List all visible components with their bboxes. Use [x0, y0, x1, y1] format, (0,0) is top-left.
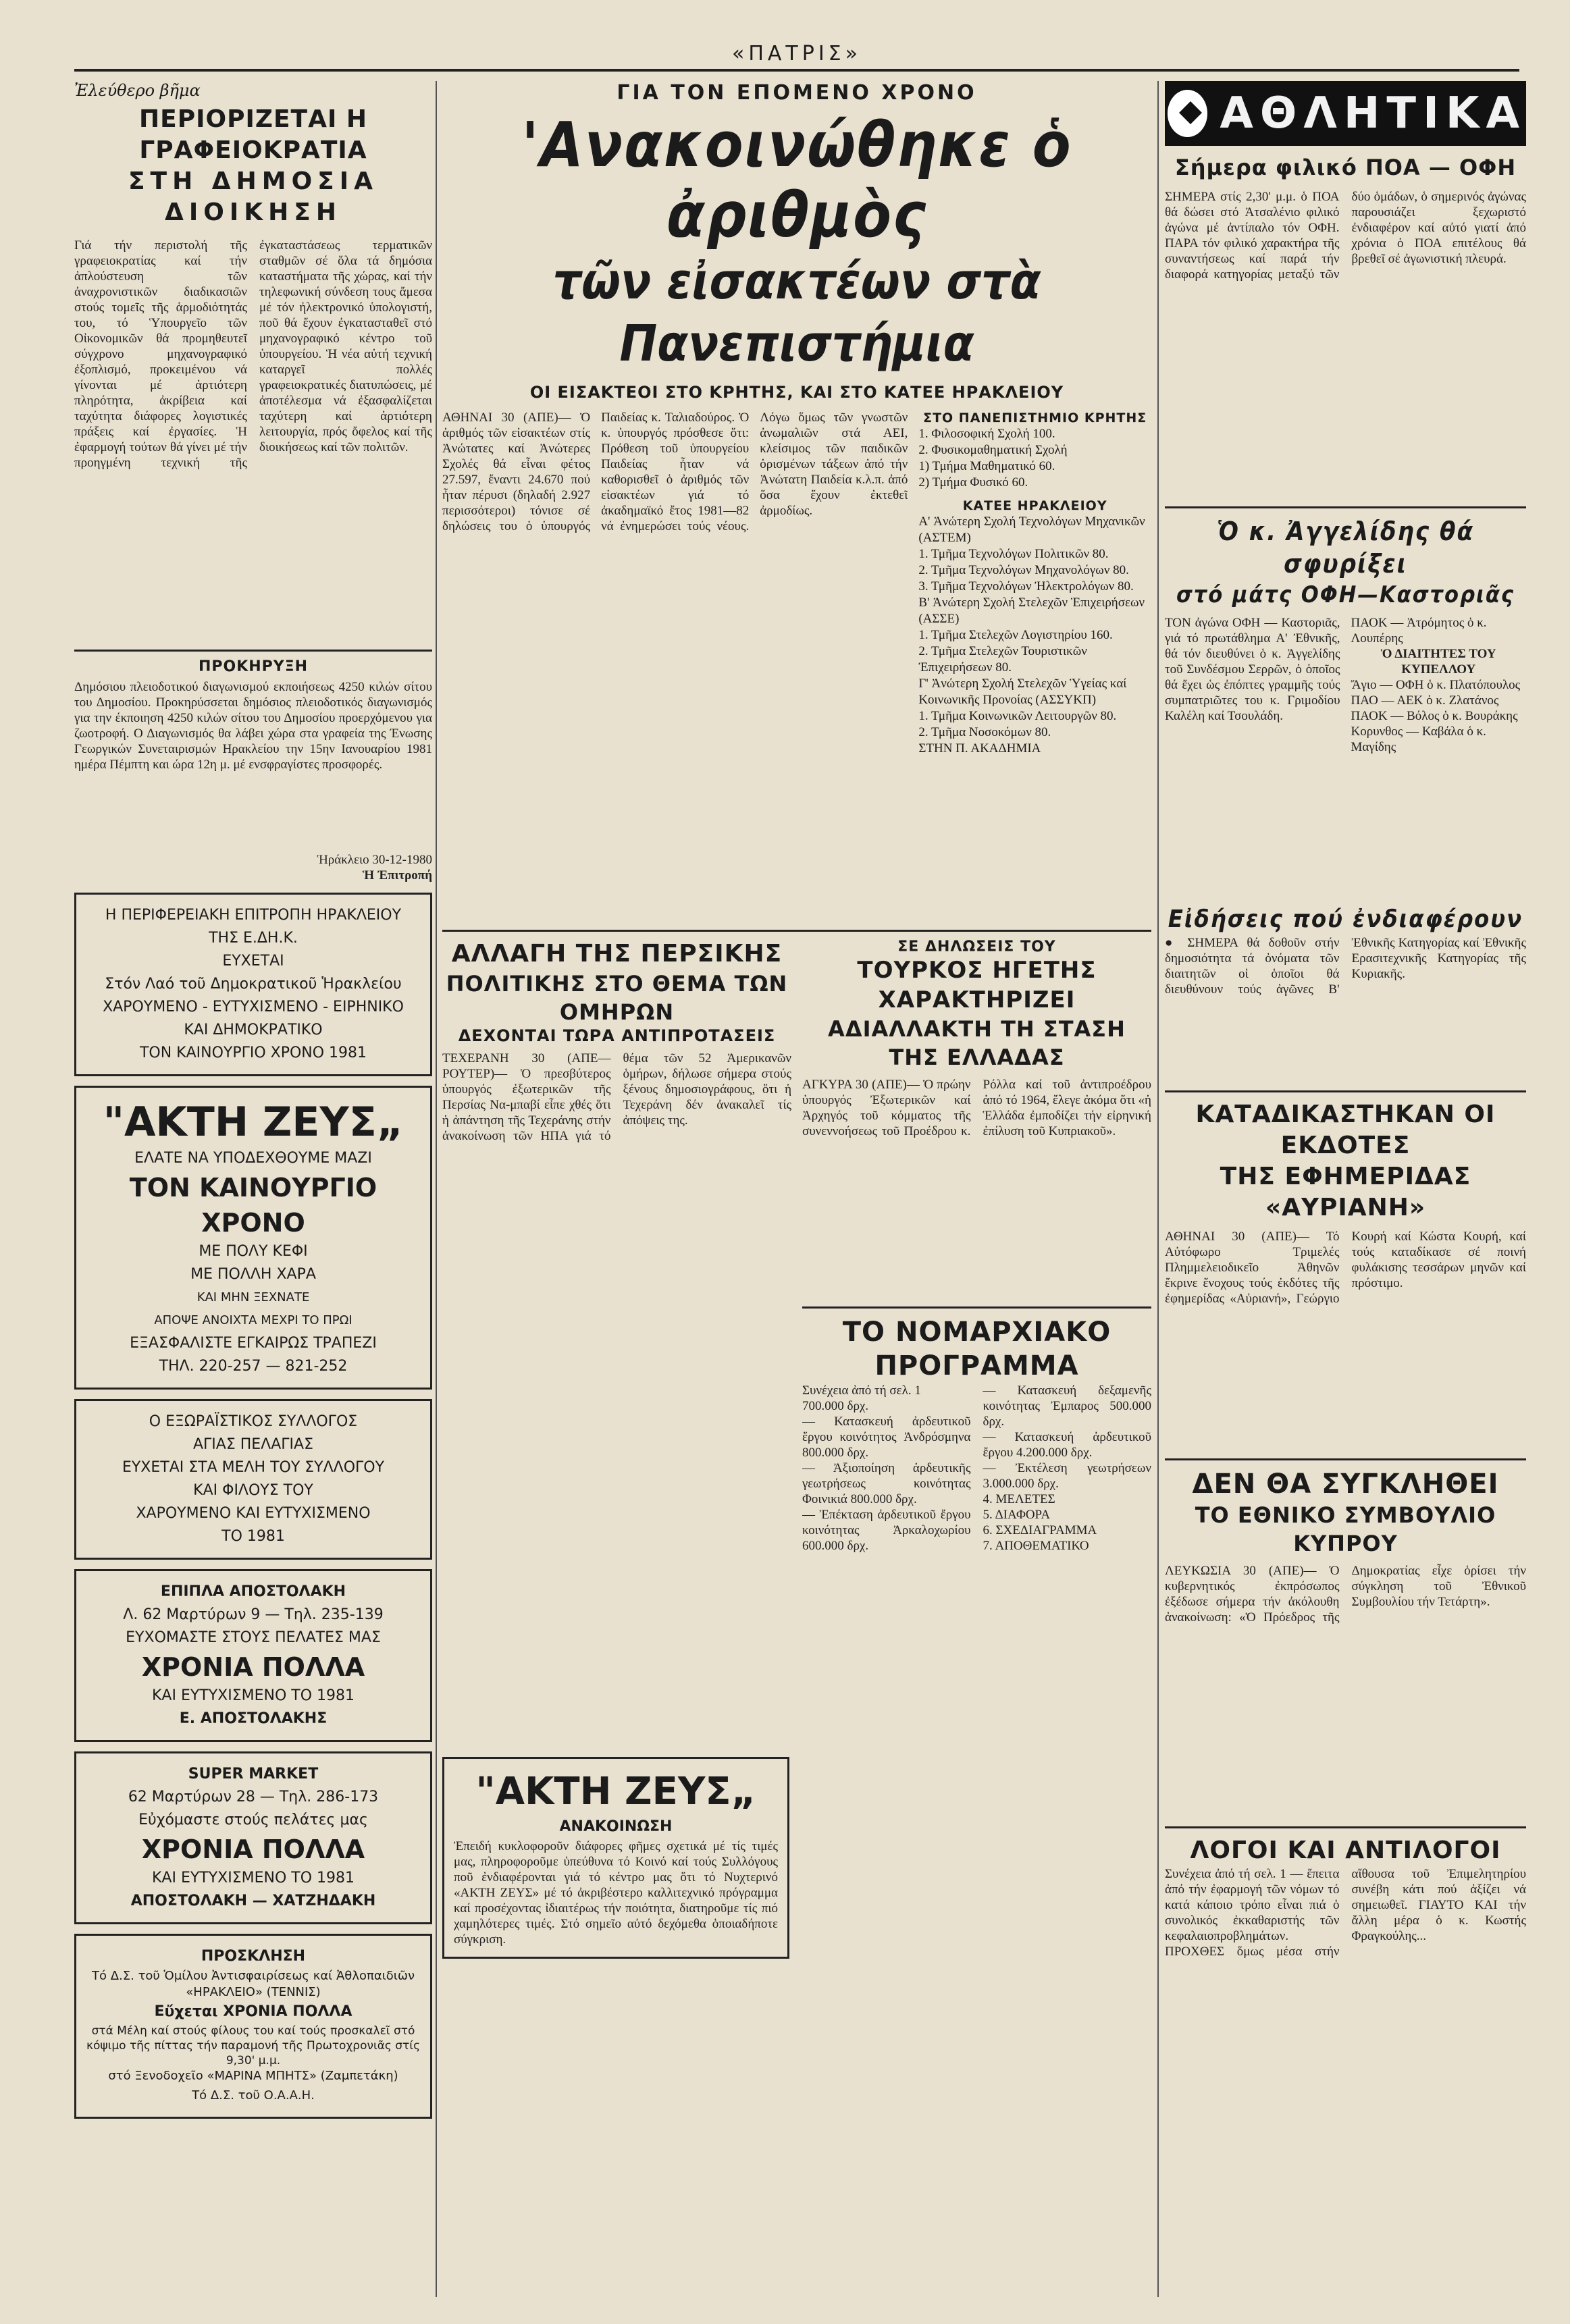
- ad-line: ΚΑΙ ΦΙΛΟΥΣ ΤΟΥ: [193, 1482, 313, 1499]
- ad-line: Τό Δ.Σ. τοῦ Ο.Α.Α.Η.: [192, 2088, 315, 2103]
- list-item: — Κατασκευή ἀρδευτικοῦ ἔργου κοινότητος Ἀνδρόσμηνα 800.000 δρχ.: [802, 1415, 971, 1460]
- list-item: 2. Τμῆμα Νοσοκόμων 80.: [918, 725, 1051, 739]
- list-item: Γ' Ἀνώτερη Σχολή Στελεχῶν Ὑγείας καί Κοινωνικῆς Προνοίας (ΑΣΣΥΚΠ): [918, 677, 1127, 707]
- news-body: ● ΣΗΜΕΡΑ θά δοθοῦν στήν δημοσιότητα τά ὀνόματα τῶν διαιτητῶν οἱ ὁποῖοι θά διευθύνουν τούς ἀγῶνες Β' Ἐθνικῆς Κατηγορίας καί Ἐθνικῆς Ερασιτεχνικῆς Κατηγορίας τῆς Κυριακῆς.: [1165, 936, 1526, 997]
- ad-line: ΚΑΙ ΕΥΤΥΧΙΣΜΕΝΟ ΤΟ 1981: [151, 1687, 355, 1704]
- headline: ΑΔΙΑΛΛΑΚΤΗ ΤΗ ΣΤΑΣΗ ΤΗΣ ΕΛΛΑΔΑΣ: [828, 1016, 1126, 1070]
- headline: ΛΟΓΟΙ ΚΑΙ ΑΝΤΙΛΟΓΟΙ: [1190, 1837, 1501, 1864]
- ad-line: Ε. ΑΠΟΣΤΟΛΑΚΗΣ: [179, 1710, 328, 1727]
- divider: [1165, 1458, 1526, 1460]
- persia-story: [442, 939, 791, 1747]
- ad-line: ΕΛΑΤΕ ΝΑ ΥΠΟΔΕΧΘΟΥΜΕ ΜΑΖΙ: [134, 1150, 372, 1167]
- ad-line: ΕΥΧΕΤΑΙ ΣΤΑ ΜΕΛΗ ΤΟΥ ΣΥΛΛΟΓΟΥ: [122, 1459, 385, 1476]
- headline: ΔΕΧΟΝΤΑΙ ΤΩΡΑ ΑΝΤΙΠΡΟΤΑΣΕΙΣ: [458, 1026, 776, 1045]
- ad-line: Ο ΕΞΩΡΑΪΣΤΙΚΟΣ ΣΥΛΛΟΓΟΣ: [149, 1413, 358, 1430]
- left-column: [74, 81, 432, 2297]
- ad-line: ΜΕ ΠΟΛΛΗ ΧΑΡΑ: [190, 1266, 316, 1283]
- list-item: 1. Τμῆμα Τεχνολόγων Πολιτικῶν 80.: [918, 547, 1109, 561]
- ad-line: ΑΝΑΚΟΙΝΩΣΗ: [559, 1818, 673, 1835]
- ad-line: ΤΟΝ ΚΑΙΝΟΥΡΓΙΟ ΧΡΟΝΟ: [129, 1173, 377, 1238]
- ad-title: "ΑΚΤΗ ΖΕΥΣ„: [103, 1099, 404, 1146]
- list-item: 2. Τμῆμα Τεχνολόγων Μηχανολόγων 80.: [918, 563, 1129, 577]
- divider: [802, 1306, 1151, 1309]
- cyprus-body: ΛΕΥΚΩΣΙΑ 30 (ΑΠΕ)— Ὁ κυβερνητικός ἐκπρόσωπος ἐξέδωσε σήμερα τήν ἀκόλουθη ἀνακοίνωση: «Ὁ Πρόεδρος τῆς Δημοκρατίας εἶχε ὁρίσει τήν σύγκληση τοῦ Ἐθνικοῦ Συμβουλίου τήν Τετάρτη».: [1165, 1564, 1526, 1625]
- list-item: Κορυνθος — Καβάλα ὁ κ. Μαγίδης: [1351, 724, 1486, 754]
- list-item: Β' Ἀνώτερη Σχολή Στελεχῶν Ἐπιχειρήσεων (ΑΣΣΕ): [918, 596, 1145, 626]
- ad-line: ΚΑΙ ΜΗΝ ΞΕΧΝΑΤΕ: [197, 1290, 310, 1304]
- list-item: 2. Φυσικομαθηματική Σχολή: [918, 443, 1068, 457]
- divider: [1165, 506, 1526, 508]
- list-item: 1. Τμῆμα Κοινωνικῶν Λειτουργῶν 80.: [918, 709, 1117, 723]
- list-item: 3. Τμῆμα Τεχνολόγων Ἠλεκτρολόγων 80.: [918, 579, 1134, 593]
- ad-line: ΧΑΡΟΥΜΕΝΟ - ΕΥΤΥΧΙΣΜΕΝΟ - ΕΙΡΗΝΙΚΟ: [103, 999, 404, 1015]
- list-item: Ἄγιο — ΟΦΗ ὁ κ. Πλατόπουλος: [1351, 678, 1521, 692]
- headline: ΠΕΡΙΟΡΙΖΕΤΑΙ Η ΓΡΑΦΕΙΟΚΡΑΤΙΑ: [138, 105, 368, 164]
- ad-akti-zeus-notice: [442, 1757, 789, 1959]
- ad-line: ΧΡΟΝΙΑ ΠΟΛΛΑ: [141, 1652, 365, 1682]
- announce-date: Ἡράκλειο 30-12-1980: [317, 853, 432, 867]
- lead-block: [442, 410, 1151, 923]
- headline: Ὁ κ. Ἀγγελίδης θά σφυρίξει: [1217, 517, 1474, 579]
- ad-line: ΤΟΝ ΚΑΙΝΟΥΡΓΙΟ ΧΡΟΝΟ 1981: [139, 1045, 367, 1061]
- ad-line: ΠΡΟΣΚΛΗΣΗ: [201, 1948, 306, 1965]
- ad-line: ΕΥΧΕΤΑΙ: [222, 953, 284, 970]
- ad-edik: [74, 893, 432, 1076]
- announce-body: Δημόσιου πλειοδοτικού διαγωνισμού εκποιήσεως 4250 κιλών σίτου του Δημοσίου. Προκηρύσσεται δημόσιος πλειοδοτικός διαγωνισμός για την έκποιηση 4250 κιλών σίτου του Δημοσίου προερχόμενου για ζωοτροφή. Ο Διαγωνισμός θα λάβει χώρα στα γραφεία της Ένωσης Γεωργικών Συνεταιρισμών Ηρακλείου την 15ην Ιανουαρίου 1981 ημέρα Πέμπτη και ώρα 12η μ. μέ ενσφραγίστες προσφορές.: [74, 680, 432, 772]
- ad-line: ΧΡΟΝΙΑ ΠΟΛΛΑ: [141, 1834, 365, 1864]
- column-rule: [436, 81, 437, 2297]
- list-item: ΠΑΟ — ΑΕΚ ὁ κ. Ζλατάνος: [1351, 693, 1499, 708]
- ad-body: Ἐπειδή κυκλοφοροῦν διάφορες φῆμες σχετικά μέ τίς τιμές μας, πληροφοροῦμε ὑπεύθυνα τό Κοινό καί τούς Συλλόγους ποῦ ἐνδιαφέρονται γιά τό κέντρο μας ὅτι τό Νυχτερινό «ΑΚΤΗ ΖΕΥΣ» μέ τό ἀκριβέστερο καλλιτεχνικό πρόγραμμα καί προσέχοντας ἰδιαιτέρως τήν ποιότητα, διατηροῦμε τίς πιό χαμηλότερες τιμές. Στό σημεῖο αὐτό δεχόμεθα ὁποιαδήποτε σύγκριση.: [454, 1839, 778, 1947]
- nomarch-list: [802, 1383, 1151, 1747]
- persia-body: ΤΕΧΕΡΑΝΗ 30 (ΑΠΕ—ΡΟΥΤΕΡ)— Ὁ πρεσβύτερος ὑπουργός ἐξωτερικῶν τῆς Περσίας Να-μπαβί εἶπε χθές ὅτι ἡ ἀπάντηση τῆς Τεχεράνης στήν ἀνακοίνωση τῶν ΗΠΑ γιά τό θέμα τῶν 52 Ἀμερικανῶν ὁμήρων, δήλωσε σήμερα στούς ξένους δημοσιογράφους, ὅτι ἡ Τεχεράνη δέν ἀνακαλεῖ τίς ἀπόψεις της.: [442, 1051, 791, 1143]
- divider: [1165, 1826, 1526, 1828]
- list-item: 700.000 δρχ.: [802, 1399, 869, 1413]
- second-row: [442, 939, 1151, 1747]
- referee-block: [1165, 615, 1526, 899]
- ad-line: Στόν Λαό τοῦ Δημοκρατικοῦ Ἡρακλείου: [105, 976, 402, 993]
- announce-signature: Ἡ Ἐπιτροπή: [362, 868, 432, 882]
- ad-title: "ΑΚΤΗ ΖΕΥΣ„: [475, 1770, 756, 1814]
- list-item: — Ἐπέκταση ἀρδευτικοῦ ἔργου κοινότητας Ἀρκαλοχωρίου 600.000 δρχ.: [802, 1508, 971, 1553]
- kicker: ΣΕ ΔΗΛΩΣΕΙΣ ΤΟΥ: [897, 939, 1056, 955]
- sports-title: ΑΘΛΗΤΙΚΑ: [1220, 88, 1526, 138]
- list-item: Συνέχεια ἀπό τή σελ. 1: [802, 1383, 921, 1398]
- divider: [74, 650, 432, 652]
- headline: ΣΤΗ ΔΗΜΟΣΙΑ ΔΙΟΙΚΗΣΗ: [128, 167, 379, 226]
- list-item: 5. ΔΙΑΦΟΡΑ: [983, 1508, 1051, 1522]
- divider: [1165, 1090, 1526, 1092]
- list-item: 1. Τμῆμα Στελεχῶν Λογιστηρίου 160.: [918, 628, 1113, 642]
- ad-line: ΤΟ 1981: [221, 1528, 285, 1545]
- admissions-list: [918, 410, 1151, 923]
- list-item: — Ἐκτέλεση γεωτρήσεων 3.000.000 δρχ.: [983, 1461, 1151, 1491]
- ad-line: ΕΞΑΣΦΑΛΙΣΤΕ ΕΓΚΑΙΡΩΣ ΤΡΑΠΕΖΙ: [130, 1335, 377, 1352]
- mega-headline: 'Ανακοινώθηκε ὁ ἀριθμὸς: [521, 109, 1072, 251]
- ad-furniture: [74, 1569, 432, 1742]
- headline: στό μάτς ΟΦΗ—Καστοριᾶς: [1176, 581, 1515, 608]
- ad-line: ΚΑΙ ΔΗΜΟΚΡΑΤΙΚΟ: [184, 1022, 323, 1038]
- logoi-body: Συνέχεια ἀπό τή σελ. 1 — ἔπειτα ἀπό τήν ἐφαρμογή τῶν νόμων τό κατά κάποιο τρόπο εἶναι πιά ὁ συνολικός ἐκκαθαριστής τῶν κεφαλαιοπροβλημάτων. ΠΡΟΧΘΕΣ ὅμως μέσα στήν αἴθουσα τοῦ Ἐπιμελητηρίου συνέβη κάτι πού ἀξίζει νά σημειωθεῖ. ΓΙΑΥΤΟ ΚΑΙ τήν ἄλλη μέρα ὁ κ. Κωστής Φραγκούλης...: [1165, 1867, 1526, 1959]
- list-item: 4. ΜΕΛΕΤΕΣ: [983, 1492, 1055, 1506]
- list-item: ΠΑΟΚ — Ἀτρόμητος ὁ κ. Λουπέρης: [1351, 616, 1487, 645]
- list-item: 6. ΣΧΕΔΙΑΓΡΑΜΜΑ: [983, 1523, 1097, 1537]
- sports-banner: [1165, 81, 1526, 146]
- mega-headline: τῶν εἰσακτέων στὰ Πανεπιστήμια: [552, 253, 1041, 373]
- ad-line: στά Μέλη καί στούς φίλους του καί τούς προσκαλεῖ στό κόψιμο τῆς πίττας τήν παραμονή τῆς Πρωτοχρονιᾶς στίς 9,30' μ.μ.: [86, 2024, 421, 2067]
- headline: ΤΟ ΕΘΝΙΚΟ ΣΥΜΒΟΥΛΙΟ ΚΥΠΡΟΥ: [1195, 1502, 1496, 1556]
- headline: ΠΟΛΙΤΙΚΗΣ ΣΤΟ ΘΕΜΑ ΤΩΝ ΟΜΗΡΩΝ: [446, 971, 788, 1025]
- masthead: «ΠΑΤΡΙΣ»: [74, 42, 1519, 72]
- announce-title: ΠΡΟΚΗΡΥΞΗ: [198, 658, 309, 675]
- list-item: — Ἀξιοποίηση ἀρδευτικῆς γεωτρήσεως κοινότητας Φοινικιά 800.000 δρχ.: [802, 1461, 971, 1506]
- headline: ΤΗΣ ΕΦΗΜΕΡΙΔΑΣ «ΑΥΡΙΑΝΗ»: [1220, 1163, 1471, 1221]
- ad-line: ΕΠΙΠΛΑ ΑΠΟΣΤΟΛΑΚΗ: [160, 1583, 346, 1600]
- football-icon: [1165, 87, 1210, 140]
- headline: Εἰδήσεις πού ἐνδιαφέρουν: [1168, 905, 1523, 933]
- headline: ΤΟΥΡΚΟΣ ΗΓΕΤΗΣ ΧΑΡΑΚΤΗΡΙΖΕΙ: [857, 957, 1097, 1013]
- list-item: — Κατασκευή δεξαμενῆς κοινότητας Ἐμπαρος 500.000 δρχ.: [983, 1383, 1151, 1429]
- ad-line: ΕΥΧΟΜΑΣΤΕ ΣΤΟΥΣ ΠΕΛΑΤΕΣ ΜΑΣ: [126, 1629, 381, 1646]
- center-column: [442, 81, 1151, 2297]
- ad-line: ΑΓΙΑΣ ΠΕΛΑΓΙΑΣ: [193, 1436, 313, 1453]
- headline: ΤΟ ΝΟΜΑΡΧΙΑΚΟ ΠΡΟΓΡΑΜΜΑ: [842, 1317, 1111, 1381]
- ad-line: ΑΠΟΨΕ ΑΝΟΙΧΤΑ ΜΕΧΡΙ ΤΟ ΠΡΩΙ: [154, 1313, 352, 1327]
- ad-line: Εὐχόμαστε στούς πελάτες μας: [138, 1812, 368, 1828]
- list-item: 1) Τμήμα Μαθηματικό 60.: [918, 459, 1055, 473]
- article-body: Γιά τήν περιστολή τῆς γραφειοκρατίας καί τήν ἀπλούστευση τῶν ἀναχρονιστικῶν διαδικασιῶν στούς τομεῖς τῆς ἁρμοδιότητάς του, τό Ὑπουργεῖο τῶν Οἰκονομικῶν θά προμηθευτεῖ σύγχρονο μηχανογραφικό ἐξοπλισμό, προκειμένου νά γίνονται μέ ἀρτιότερη πληρότητα, ἀκρίβεια καί ταχύτητα διάφορες λογιστικές πράξεις καί ἐργασίες. Ἡ ἐφαρμογή τούτων θά γίνει μέ τήν προηγμένη τεχνική τῆς ἐγκαταστάσεως τερματικῶν σταθμῶν σέ ὅλα τά δημόσια καταστήματα τῆς χώρας, καί τήν τηλεφωνική σύνδεση τους ἄμεσα μέ τόν ἠλεκτρονικό ὑπολογιστή, ποῦ θά ἔχουν ἐγκατασταθεῖ στό μηχανογραφικό κέντρο τοῦ ὑπουργείου. Ἡ νέα αὐτή τεχνική καταργεῖ πολλές γραφειοκρατικές διατυπώσεις, μέ ἀποτέλεσμα νά ἐξασφαλίζεται ταχύτερη καί ἀρτιότερη λειτουργία, πρός ὄφελος καί τῆς διοικήσεως καί τῶν πολιτῶν.: [74, 238, 432, 470]
- angel-body: ΤΟΝ ἀγώνα ΟΦΗ — Καστοριᾶς, γιά τό πρωτάθλημα Α' Ἐθνικῆς, θά τόν διευθύνει ὁ κ. Ἀγγελίδης τοῦ Συνδέσμου Σερρῶν, ὁ ὁποῖος θά ἔχει ὡς ἐπόπτες γραμμῆς τούς συμπατριῶτες του κ. Γριμοδίου Καλέλη καί Τσουλάδη.: [1165, 616, 1340, 723]
- ad-line: 62 Μαρτύρων 28 — Τηλ. 286-173: [128, 1789, 379, 1805]
- subheadline: ΟΙ ΕΙΣΑΚΤΕΟΙ ΣΤΟ ΚΡΗΤΗΣ, ΚΑΙ ΣΤΟ ΚΑΤΕΕ ΗΡΑΚΛΕΙΟΥ: [529, 383, 1064, 402]
- match-body: ΣΗΜΕΡΑ στίς 2,30' μ.μ. ὁ ΠΟΑ θά δώσει στό Ἀτσαλένιο φιλικό ἀγώνα μέ ἀντίπαλο τόν ΟΦΗ. ΠΑΡΑ τόν φιλικό χαρακτήρα τῆς συναντήσεως καί παρά τήν διαφορά κατηγορίας μεταξύ τῶν δύο ὁμάδων, ὁ σημερινός ἀγώνας παρουσιάζει ξεχωριστό ἐνδιαφέρον καί αὐτό γιατί ἀπό χρόνια ὁ ΠΟΑ επιτέλους θά βρεθεῖ σέ ἀγωνιστική πλευρά.: [1165, 190, 1526, 282]
- list-item: ΣΤΗΝ Π. ΑΚΑΔΗΜΙΑ: [918, 741, 1041, 756]
- turk-story: [802, 939, 1151, 1747]
- kicker: ΓΙΑ ΤΟΝ ΕΠΟΜΕΝΟ ΧΡΟΝΟ: [617, 81, 977, 105]
- ad-line: Εὔχεται ΧΡΟΝΙΑ ΠΟΛΛΑ: [154, 2003, 352, 2020]
- list-item: ΠΑΟΚ — Βόλος ὁ κ. Βουράκης: [1351, 709, 1518, 723]
- list-item: — Κατασκευή ἀρδευτικοῦ ἔργου 4.200.000 δρχ.: [983, 1430, 1151, 1460]
- lead-article: ΑΘΗΝΑΙ 30 (ΑΠΕ)— Ὁ ἀριθμός τῶν εἰσακτέων στίς Ἀνώτατες καί Ἀνώτερες Σχολές θά εἶναι φέτος 27.597, ἔναντι 24.670 πού ἦταν πέρυσι (δηλαδή 2.927 περισσότεροι) τόνισε σέ δηλώσεις του ὁ ὑπουργός Παιδείας κ. Ταλιαδούρος. Ὁ κ. ὑπουργός πρόσθεσε ὅτι: Πρόθεση τοῦ ὑπουργείου Παιδείας ἦταν νά καθορισθεῖ ὁ ἀριθμός τῶν εἰσακτέων γιά τό ἀκαδημαϊκό ἔτος 1981—82 νά ἐνημερώσει τούς νέους. Λόγω ὅμως τῶν γνωστῶν ἀνωμαλιῶν στά ΑΕΙ, κλείσιμος τῶν παιδικῶν ὁρισμένων τάξεων ἀπό τήν Ἀνώτατη Παιδεία κ.λ.π. ἀπό ὅσα ἔχουν ἐκτεθεῖ ἀρμοδίως.: [442, 411, 908, 533]
- list-item: 2) Τμήμα Φυσικό 60.: [918, 475, 1028, 490]
- headline: ΔΕΝ ΘΑ ΣΥΓΚΛΗΘΕΙ: [1192, 1469, 1499, 1500]
- kicker: Ἐλεύθερο βῆμα: [74, 81, 201, 100]
- list-item: Α' Ἀνώτερη Σχολή Τεχνολόγων Μηχανικῶν (ΑΣΤΕΜ): [918, 514, 1145, 545]
- list-item: 1. Φιλοσοφική Σχολή 100.: [918, 427, 1055, 441]
- list-title: ΣΤΟ ΠΑΝΕΠΙΣΤΗΜΙΟ ΚΡΗΤΗΣ: [923, 411, 1147, 425]
- list-title: ΚΑΤΕΕ ΗΡΑΚΛΕΙΟΥ: [962, 498, 1107, 513]
- list-item: 7. ΑΠΟΘΕΜΑΤΙΚΟ: [983, 1539, 1089, 1553]
- list-item: 2. Τμῆμα Στελεχῶν Τουριστικῶν Ἐπιχειρήσεων 80.: [918, 644, 1087, 675]
- ad-line: ΤΗΛ. 220-257 — 821-252: [159, 1358, 348, 1375]
- ad-line: ΑΠΟΣΤΟΛΑΚΗ — ΧΑΤΖΗΔΑΚΗ: [130, 1893, 376, 1909]
- ad-line: SUPER MARKET: [188, 1766, 319, 1782]
- court-body: ΑΘΗΝΑΙ 30 (ΑΠΕ)— Τό Αὐτόφωρο Τριμελές Πλημμελειοδικεῖο Ἀθηνῶν ἔκρινε ἔνοχους τούς ἐκδότες τῆς ἐφημερίδας «Αὐριανή», Γεώργιο Κουρή καί Κώστα Κουρή, καί τούς καταδίκασε σέ ποινή φυλάκισης τεσσάρων μηνῶν καί πρόστιμο.: [1165, 1230, 1526, 1306]
- headline: Σήμερα φιλικό ΠΟΑ — ΟΦΗ: [1174, 155, 1517, 180]
- ad-line: Τό Δ.Σ. τοῦ Ὁμίλου Ἀντισφαιρίσεως καί Ἀθλοπαιδιῶν «ΗΡΑΚΛΕΙΟ» (ΤΕΝΝΙΣ): [91, 1969, 415, 1999]
- sports-column: [1165, 81, 1526, 2297]
- referee-list: [1351, 615, 1527, 899]
- list-title: Ὁ ΔΙΑΙΤΗΤΕΣ ΤΟΥ ΚΥΠΕΛΛΟΥ: [1380, 647, 1496, 677]
- turk-body: ΑΓΚΥΡΑ 30 (ΑΠΕ)— Ὁ πρώην ὑπουργός Ἐξωτερικῶν καί Ἀρχηγός τοῦ κόμματος τῆς συνεννοήσεως τοῦ Προέδρου κ. Ρόλλα καί τοῦ ἀντιπροέδρου ἀπό τό 1964, ἔλεγε ἀκόμα ὅτι «ἡ Ἑλλάδα ἐμποδίζει τήν εἰρηνική ἐπίλυση τοῦ Κυπριακοῦ».: [802, 1078, 1151, 1138]
- ad-line: στό Ξενοδοχεῖο «ΜΑΡΙΝΑ ΜΠΗΤΣ» (Ζαμπετάκη): [108, 2069, 398, 2083]
- ad-line: Η ΠΕΡΙΦΕΡΕΙΑΚΗ ΕΠΙΤΡΟΠΗ ΗΡΑΚΛΕΙΟΥ: [105, 907, 402, 924]
- ad-line: ΚΑΙ ΕΥΤΥΧΙΣΜΕΝΟ ΤΟ 1981: [151, 1870, 355, 1886]
- divider: [442, 930, 1151, 932]
- ad-association: [74, 1399, 432, 1560]
- ad-line: ΧΑΡΟΥΜΕΝΟ ΚΑΙ ΕΥΤΥΧΙΣΜΕΝΟ: [136, 1505, 371, 1522]
- headline: ΚΑΤΑΔΙΚΑΣΤΗΚΑΝ ΟΙ ΕΚΔΟΤΕΣ: [1195, 1101, 1496, 1159]
- ad-akti-zeus: [74, 1086, 432, 1390]
- headline: ΑΛΛΑΓΗ ΤΗΣ ΠΕΡΣΙΚΗΣ: [451, 940, 783, 968]
- ad-line: Λ. 62 Μαρτύρων 9 — Τηλ. 235-139: [123, 1606, 384, 1623]
- ad-line: ΤΗΣ Ε.ΔΗ.Κ.: [209, 930, 298, 947]
- ad-invitation: [74, 1934, 432, 2119]
- column-rule: [1157, 81, 1159, 2297]
- ad-supermarket: [74, 1751, 432, 1924]
- ad-line: ΜΕ ΠΟΛΥ ΚΕΦΙ: [199, 1243, 308, 1260]
